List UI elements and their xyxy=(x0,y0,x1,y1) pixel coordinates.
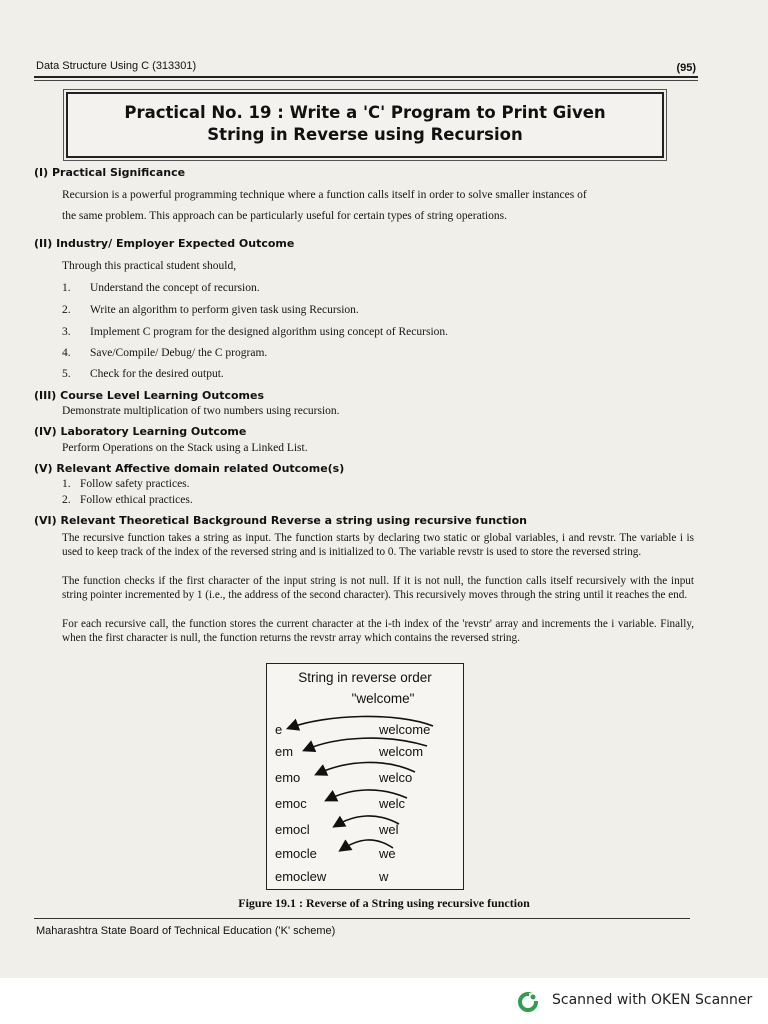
reversed-prefix: emoclew xyxy=(275,869,327,884)
arrow xyxy=(335,816,399,826)
remaining-string: w xyxy=(379,869,389,884)
page-footer: Maharashtra State Board of Technical Education ('K' scheme) xyxy=(36,925,336,937)
practical-title xyxy=(68,102,662,146)
list-item-number: 2. xyxy=(62,494,71,506)
arrow xyxy=(289,716,433,728)
scanner-watermark-text: Scanned with OKEN Scanner xyxy=(552,992,753,1008)
list-item: Follow safety practices. xyxy=(80,478,190,490)
remaining-string: welc xyxy=(379,796,406,811)
section-heading-theory: (VI) Relevant Theoretical Background Reverse a string using recursive function xyxy=(34,514,527,527)
list-item: Check for the desired output. xyxy=(90,368,224,380)
arrow xyxy=(327,790,407,800)
page-number: (95) xyxy=(676,62,696,74)
page-header xyxy=(36,60,696,76)
title-line-2: String in Reverse using Recursion xyxy=(207,125,523,144)
figure-title: String in reverse order xyxy=(298,670,432,685)
lab-outcome-text: Perform Operations on the Stack using a Linked List. xyxy=(62,442,308,454)
section-heading-practical-significance: (I) Practical Significance xyxy=(34,166,186,179)
arrow xyxy=(317,762,415,774)
course-title: Data Structure Using C (313301) xyxy=(36,60,197,72)
list-item: Understand the concept of recursion. xyxy=(90,282,260,294)
recursion-arrows xyxy=(267,664,463,889)
list-item-number: 4. xyxy=(62,347,71,359)
list-item-number: 1. xyxy=(62,478,71,490)
reversed-prefix: e xyxy=(275,722,283,737)
arrow xyxy=(305,738,427,750)
oken-scanner-logo-icon xyxy=(518,992,538,1012)
list-item: Implement C program for the designed algorithm using concept of Recursion. xyxy=(90,326,449,338)
remaining-string: welco xyxy=(379,770,413,785)
section-heading-expected-outcome: (II) Industry/ Employer Expected Outcome xyxy=(34,237,295,250)
reversed-prefix: emo xyxy=(275,770,301,785)
theory-paragraph-3: For each recursive call, the function stores the current character at the i-th index of the 'revstr' array and increments the i variable. Finally, when the first character is null, the function returns the revstr array which contains the reversed string. xyxy=(62,618,694,644)
section-heading-affective-outcome: (V) Relevant Affective domain related Outcome(s) xyxy=(34,462,345,475)
figure-word: "welcome" xyxy=(351,691,415,706)
reversed-prefix: emocl xyxy=(275,822,310,837)
list-item-number: 5. xyxy=(62,368,71,380)
section-heading-lab-outcome: (IV) Laboratory Learning Outcome xyxy=(34,425,247,438)
reversed-prefix: em xyxy=(275,744,294,759)
theory-paragraph-1: The recursive function takes a string as input. The function starts by declaring two static or global variables, i and revstr. The variable i is used to keep track of the index of the reversed string and is initialized to 0. The variable revstr is used to store the reversed string. xyxy=(62,532,694,558)
list-item: Follow ethical practices. xyxy=(80,494,193,506)
section-heading-course-outcomes: (III) Course Level Learning Outcomes xyxy=(34,389,265,402)
theory-paragraph-2: The function checks if the first character of the input string is not null. If it is not null, the function calls itself recursively with the input string pointer incremented by 1 (i.e., the address of the second character). This recursively moves through the string until it reaches the end. xyxy=(62,575,694,601)
list-item-number: 1. xyxy=(62,282,71,294)
remaining-string: we xyxy=(379,846,396,861)
title-line-1: Practical No. 19 : Write a 'C' Program to Print Given xyxy=(124,103,606,122)
list-item-number: 2. xyxy=(62,304,71,316)
footer-rule xyxy=(34,918,690,919)
significance-line-2: the same problem. This approach can be particularly useful for certain types of string operations. xyxy=(62,210,507,222)
list-item: Write an algorithm to perform given task using Recursion. xyxy=(90,304,359,316)
reverse-string-figure xyxy=(266,663,464,890)
header-rule-thin xyxy=(34,80,698,81)
practical-title-box xyxy=(66,92,664,158)
header-rule xyxy=(34,76,698,78)
list-item-number: 3. xyxy=(62,326,71,338)
remaining-string: wel xyxy=(379,822,399,837)
significance-line-1: Recursion is a powerful programming technique where a function calls itself in order to solve smaller instances of xyxy=(62,189,587,201)
remaining-string: welcom xyxy=(379,744,424,759)
figure-caption: Figure 19.1 : Reverse of a String using recursive function xyxy=(238,896,530,910)
reversed-prefix: emocle xyxy=(275,846,317,861)
course-outcome-text: Demonstrate multiplication of two numbers using recursion. xyxy=(62,405,340,417)
arrow xyxy=(341,840,393,850)
outcome-intro: Through this practical student should, xyxy=(62,260,237,272)
list-item: Save/Compile/ Debug/ the C program. xyxy=(90,347,268,359)
reversed-prefix: emoc xyxy=(275,796,307,811)
remaining-string: welcome xyxy=(379,722,431,737)
